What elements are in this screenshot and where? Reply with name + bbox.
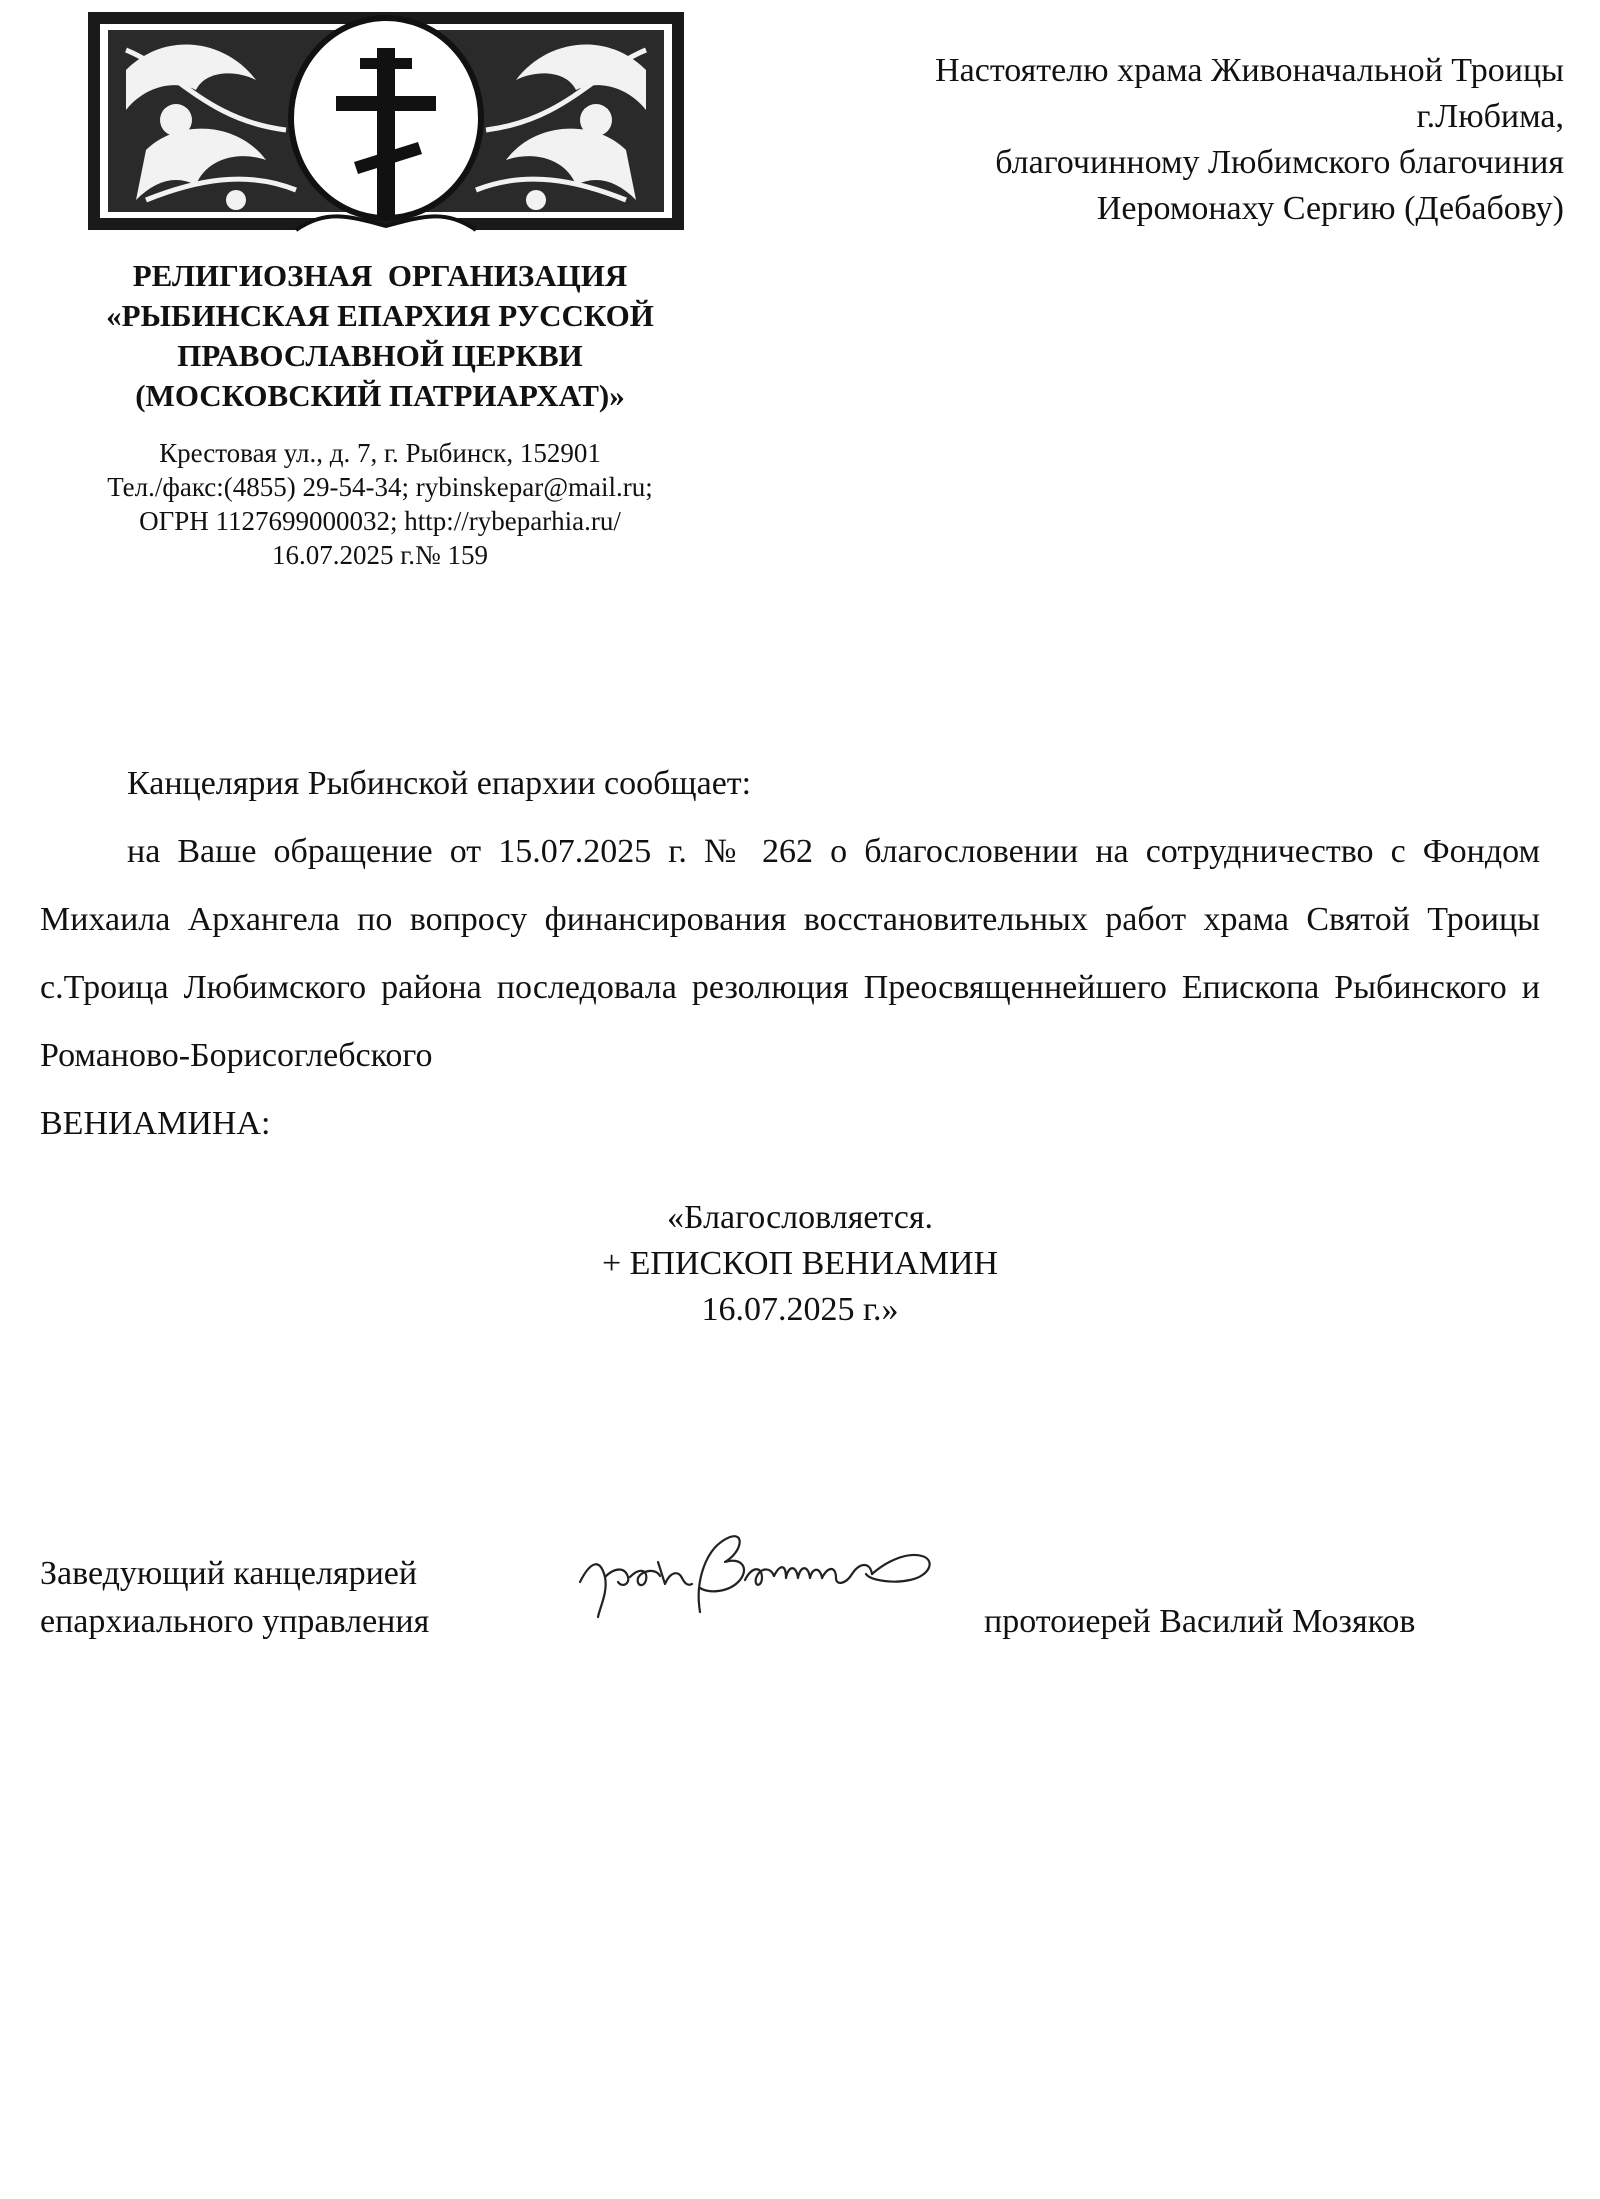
resolution-line: «Благословляется. xyxy=(667,1199,933,1236)
handwritten-signature xyxy=(570,1522,940,1622)
signatory-position xyxy=(40,1550,429,1646)
document-date-number: 16.07.2025 г.№ 159 xyxy=(271,540,489,570)
org-name-line: «РЫБИНСКАЯ ЕПАРХИЯ РУССКОЙ xyxy=(106,298,654,333)
org-name-line: ПРАВОСЛАВНОЙ ЦЕРКВИ xyxy=(177,338,583,373)
intro-paragraph: Канцелярия Рыбинской епархии сообщает: xyxy=(127,765,752,802)
address-line: Крестовая ул., д. 7, г. Рыбинск, 152901 xyxy=(159,438,601,468)
signer-name: протоиерей Василий Мозяков xyxy=(984,1603,1416,1640)
addressee-line: Настоятелю храма Живоначальной Троицы xyxy=(935,52,1564,89)
letter-body xyxy=(40,750,1540,1158)
addressee-line: Иеромонаху Сергию (Дебабову) xyxy=(1096,190,1564,227)
resolution-line: + ЕПИСКОП ВЕНИАМИН xyxy=(601,1245,999,1282)
org-name-line: РЕЛИГИОЗНАЯ ОРГАНИЗАЦИЯ xyxy=(132,258,628,293)
organization-name xyxy=(40,256,720,416)
addressee-line: благочинному Любимского благочиния xyxy=(995,144,1564,181)
addressee-line: г.Любима, xyxy=(1416,98,1564,135)
resolution-block xyxy=(0,1195,1600,1333)
org-name-line: (МОСКОВСКИЙ ПАТРИАРХАТ)» xyxy=(135,378,625,413)
main-paragraph-tail: ВЕНИАМИНА: xyxy=(40,1105,271,1142)
position-line: епархиального управления xyxy=(40,1603,430,1640)
resolution-date: 16.07.2025 г.» xyxy=(701,1291,899,1328)
main-paragraph: на Ваше обращение от 15.07.2025 г. № 262 о благословении на сотрудничество с Фондом Михаила Архангела по вопросу финансирования восстановительных работ храма Святой Троицы с.Троица Любимского района последовала резолюция Преосвященнейшего Епископа Рыбинского и Романово-Борисоглебского xyxy=(40,833,1540,1074)
phone-email-line: Тел./факс:(4855) 29-54-34; rybinskepar@mail.ru; xyxy=(107,472,653,502)
organization-contacts xyxy=(40,436,720,572)
position-line: Заведующий канцелярией xyxy=(40,1555,418,1592)
organization-header xyxy=(40,256,720,572)
ogrn-website-line: ОГРН 1127699000032; http://rybeparhia.ru/ xyxy=(139,506,621,536)
emblem-cross-ornament-icon xyxy=(86,10,686,240)
addressee-block xyxy=(664,48,1564,232)
